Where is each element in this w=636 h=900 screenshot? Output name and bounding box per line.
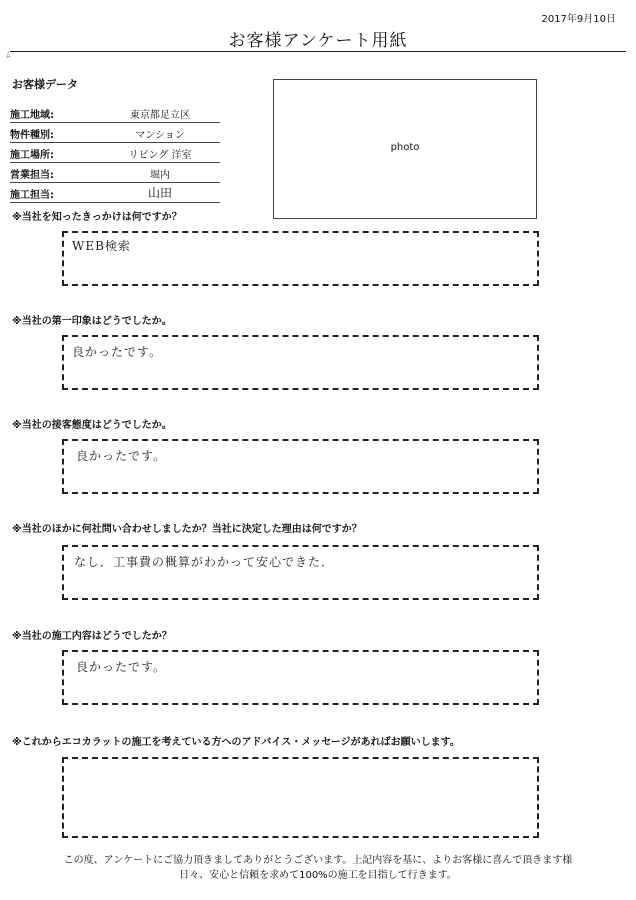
data-row-property-type — [10, 123, 220, 143]
data-value: マンション — [135, 130, 185, 141]
answer-5-text: 良かったです。 — [76, 660, 167, 674]
question-6: ※これからエコカラットの施工を考えている方へのアドバイス・メッセージがあればお願いします。 — [12, 737, 460, 748]
data-value-handwritten: 山田 — [147, 186, 172, 200]
data-row-sales-rep — [10, 163, 220, 183]
photo-placeholder — [273, 79, 537, 219]
data-value: 東京都足立区 — [130, 110, 190, 121]
answer-4-text: なし．工事費の概算がわかって安心できた． — [74, 555, 335, 569]
data-row-location — [10, 143, 220, 163]
question-4: ※当社のほかに何社問い合わせしましたか？当社に決定した理由は何ですか？ — [12, 524, 362, 535]
answer-box-5 — [62, 650, 539, 705]
answer-2-text: 良かったです。 — [72, 345, 163, 359]
customer-data-table — [10, 103, 220, 203]
data-value: リビング 洋室 — [128, 150, 192, 161]
data-label: 営業担当: — [10, 170, 54, 181]
answer-box-6 — [62, 757, 539, 838]
question-1: ※当社を知ったきっかけは何ですか？ — [12, 212, 182, 223]
answer-box-2 — [62, 335, 539, 390]
page-title: お客様アンケート用紙 — [228, 31, 408, 51]
survey-date: 2017年9月10日 — [541, 14, 616, 25]
data-row-installer — [10, 183, 220, 203]
data-label: 物件種別: — [10, 130, 54, 141]
question-3: ※当社の接客態度はどうでしたか。 — [12, 420, 172, 431]
scan-mark: ﾑ — [6, 51, 11, 61]
data-label: 施工地域: — [10, 110, 54, 121]
photo-label: photo — [390, 142, 420, 153]
footer-line-1: この度、アンケートにご協力頂きましてありがとうございます。上記内容を基に、よりお客様に喜んで頂きます様 — [63, 855, 573, 866]
data-value: 堀内 — [150, 170, 170, 181]
customer-data-heading: お客様データ — [12, 78, 78, 91]
data-label: 施工場所: — [10, 150, 54, 161]
question-2: ※当社の第一印象はどうでしたか。 — [12, 316, 172, 327]
answer-box-3 — [62, 439, 539, 494]
answer-box-4 — [62, 545, 539, 600]
footer-line-2: 日々、安心と信頼を求めて100%の施工を目指して行きます。 — [179, 870, 457, 881]
answer-1-text: WEB検索 — [72, 239, 131, 253]
data-label: 施工担当: — [10, 190, 54, 201]
answer-3-text: 良かったです。 — [76, 449, 167, 463]
data-row-area — [10, 103, 220, 123]
answer-box-1 — [62, 231, 539, 286]
title-divider — [10, 51, 626, 52]
question-5: ※当社の施工内容はどうでしたか？ — [12, 631, 172, 642]
